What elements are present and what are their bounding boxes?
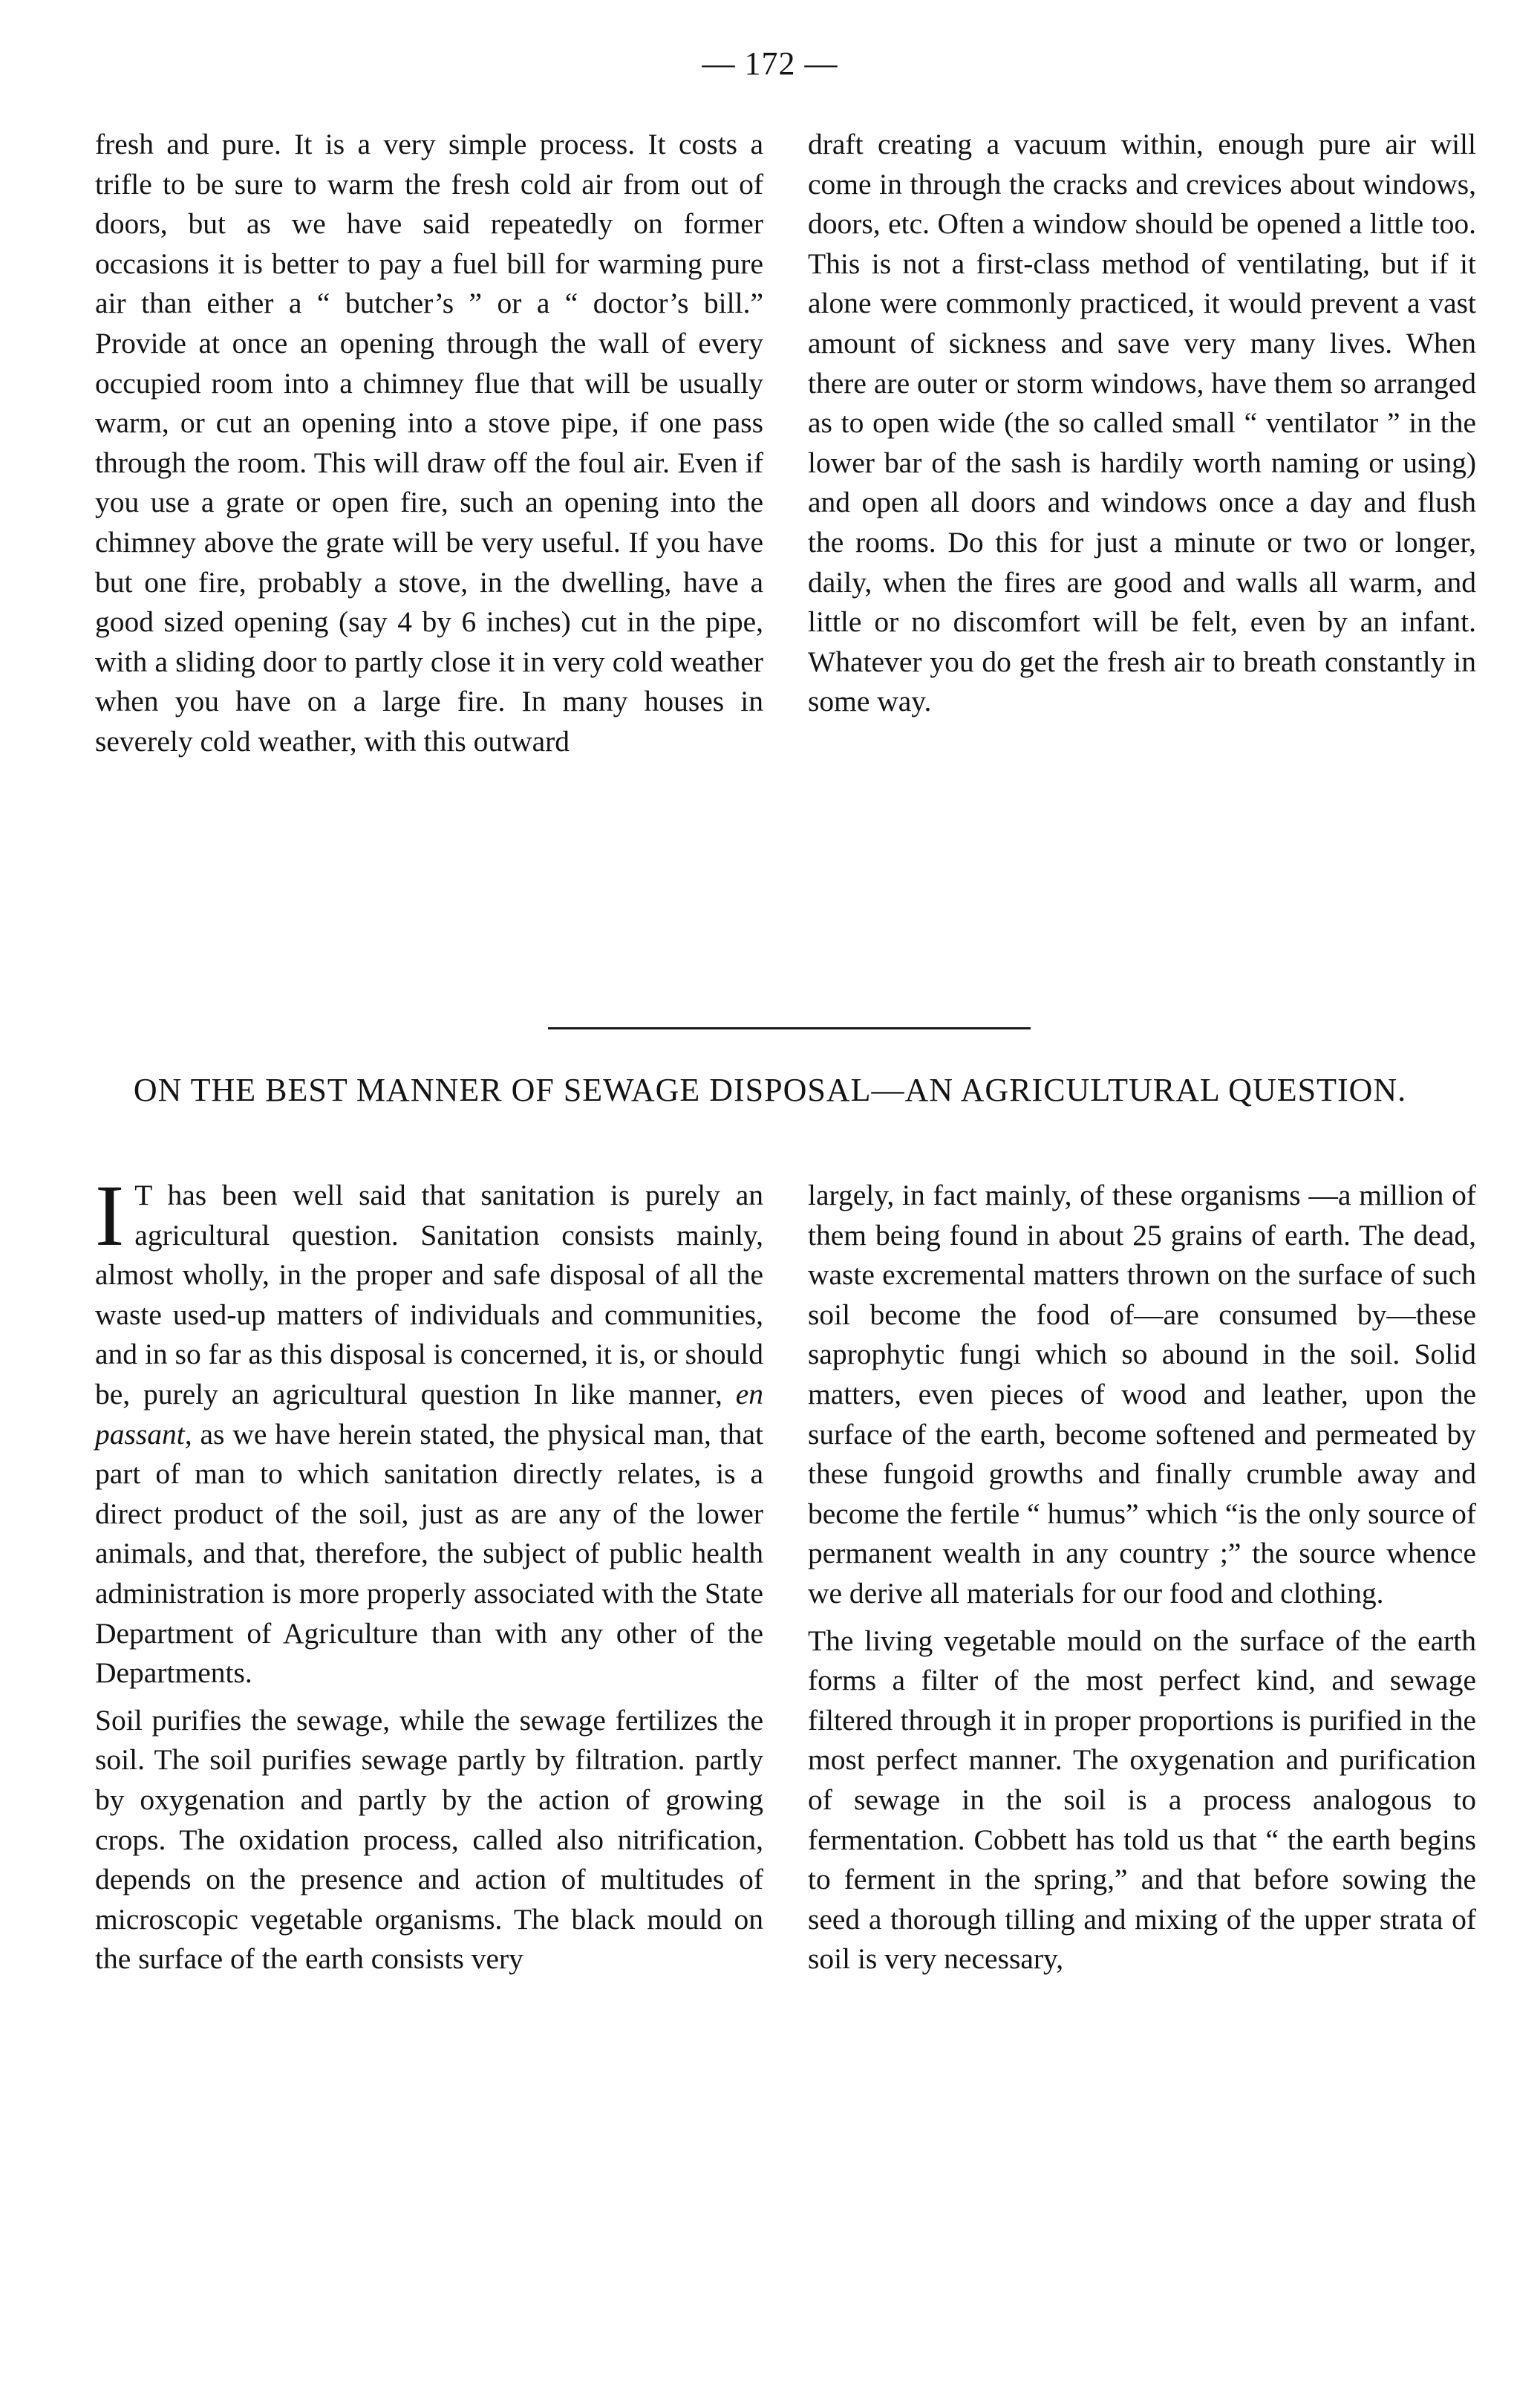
- article-title: ON THE BEST MANNER OF SEWAGE DISPOSAL—AN AGRICULTURAL QUESTION.: [133, 1072, 1407, 1108]
- article-paragraph-1-part-a: T has been well said that sanitation is purely an agricultural question. Sanitation consists mainly, almost wholly, in the proper and safe disposal of all the waste used-up matters of individuals and communities, and in so far as this disposal is concerned, it is, or should be, purely an agricultural question In like manner,: [95, 1179, 763, 1410]
- article-paragraph-2: Soil purifies the sewage, while the sewage fertilizes the soil. The soil purifies sewage partly by filtration. partly by oxygenation and partly by the action of growing crops. The oxidation process, called also nitrification, depends on the presence and action of multitudes of microscopic vegetable organisms. The black mould on the surface of the earth consists very: [95, 1703, 763, 1976]
- article-paragraph-1: [95, 1167, 764, 1693]
- top-left-column: [95, 125, 763, 762]
- article-paragraph-4: The living vegetable mould on the surface of the earth forms a filter of the most perfect kind, and sewage filtered through it in proper proportions is purified in the most perfect manner. The oxygenation and purification of sewage in the soil is a process analogous to fermentation. Cobbett has told us that “ the earth begins to ferment in the spring,” and that before sowing the seed a thorough tilling and mixing of the upper strata of soil is very necessary,: [808, 1624, 1476, 1976]
- article-paragraph-1-part-b: as we have herein stated, the physical man, that part of man to which sanitation directly relates, is a direct product of the soil, just as are any of the lower animals, and that, therefore, the subject of public health administration is more properly associated with the State Department of Agriculture than with any other of the Departments.: [95, 1417, 764, 1690]
- article-paragraph-3: largely, in fact mainly, of these organisms —a million of them being found in about 25 grains of earth. The dead, waste excremental matters thrown on the surface of such soil become the food of—are consumed by—these saprophytic fungi which so abound in the soil. Solid matters, even pieces of wood and leather, upon the surface of the earth, become softened and permeated by these fungoid growths and finally crumble away and become the fertile “ humus” which “is the only source of permanent wealth in any country ;” the source whence we derive all materials for our food and clothing.: [808, 1179, 1476, 1610]
- article-left-column: [95, 1167, 764, 1979]
- section-divider-rule: [548, 1027, 1031, 1029]
- drop-cap: I: [95, 1167, 125, 1264]
- italic-phrase: en passant,: [95, 1377, 764, 1451]
- continued-paragraph-right: draft creating a vacuum within, enough pure air will come in through the cracks and crevices about windows, doors, etc. Often a window should be opened a little too. This is not a first-class method of ventilating, but if it alone were commonly practiced, it would prevent a vast amount of sickness and save very many lives. When there are outer or storm windows, have them so arranged as to open wide (the so called small “ ventilator ” in the lower bar of the sash is hardily worth naming or using) and open all doors and windows once a day and flush the rooms. Do this for just a minute or two or longer, daily, when the fires are good and walls all warm, and little or no discomfort will be felt, even by an infant. Whatever you do get the fresh air to breath constantly in some way.: [808, 128, 1476, 718]
- page-number: — 172 —: [702, 45, 838, 82]
- top-right-column: [808, 125, 1476, 722]
- article-right-column: [808, 1176, 1476, 1979]
- continued-paragraph-left: fresh and pure. It is a very simple process. It costs a trifle to be sure to warm the fresh cold air from out of doors, but as we have said repeatedly on former occasions it is better to pay a fuel bill for warming pure air than either a “ butcher’s ” or a “ doctor’s bill.” Provide at once an opening through the wall of every occupied room into a chimney flue that will be usually warm, or cut an opening into a stove pipe, if one pass through the room. This will draw off the foul air. Even if you use a grate or open fire, such an opening into the chimney above the grate will be very useful. If you have but one fire, probably a stove, in the dwelling, have a good sized opening (say 4 by 6 inches) cut in the pipe, with a sliding door to partly close it in very cold weather when you have on a large fire. In many houses in severely cold weather, with this outward: [95, 128, 763, 758]
